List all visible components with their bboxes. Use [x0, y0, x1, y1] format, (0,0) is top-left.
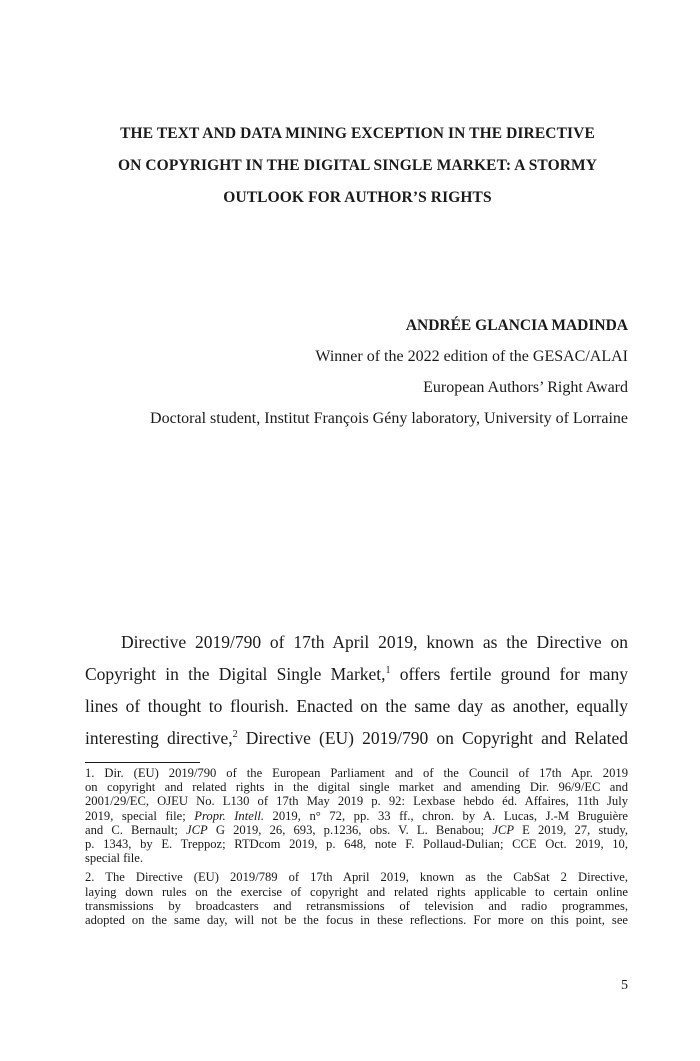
- footnote-line: adopted on the same day, will not be the focus in these reflections. For more on this point, see: [85, 912, 628, 927]
- body-text-segment: Copyright in the Digital Single Market,: [85, 664, 386, 684]
- body-line: [85, 658, 628, 690]
- footnote-text: 2019, special file;: [85, 808, 195, 823]
- page-number: 5: [621, 978, 628, 993]
- footnote-2: [85, 870, 628, 927]
- author-affiliation: Doctoral student, Institut François Gény laboratory, University of Lorraine: [150, 410, 628, 427]
- body-line: [85, 722, 628, 754]
- body-line: lines of thought to flourish. Enacted on the same day as another, equally: [85, 696, 628, 716]
- footnote-text: 2019, n° 72, pp. 33 ff., chron. by A. Lucas, J.-M Bruguière: [263, 808, 628, 823]
- footnote-line: 1. Dir. (EU) 2019/790 of the European Parliament and of the Council of 17th Apr. 2019: [85, 766, 628, 780]
- title-line: OUTLOOK FOR AUTHOR’S RIGHTS: [223, 189, 492, 206]
- author-name: ANDRÉE GLANCIA MADINDA: [405, 317, 628, 334]
- footnote-line: 2001/29/EC, OJEU No. L130 of 17th May 2019 p. 92: Lexbase hebdo éd. Affaires, 11th July: [85, 794, 628, 809]
- footnote-line: on copyright and related rights in the digital single market and amending Dir. 96/9/EC and: [85, 780, 628, 795]
- footnote-line: special file.: [85, 851, 144, 866]
- footnote-italic: Propr. Intell.: [194, 808, 264, 823]
- title-line: ON COPYRIGHT IN THE DIGITAL SINGLE MARKET: A STORMY: [117, 157, 598, 174]
- footnote-text: and C. Bernault;: [85, 822, 187, 837]
- author-award-line: Winner of the 2022 edition of the GESAC/ALAI: [315, 348, 628, 365]
- footnote-italic: JCP: [186, 822, 208, 837]
- footnotes: [85, 766, 628, 932]
- title-line: THE TEXT AND DATA MINING EXCEPTION IN THE DIRECTIVE: [120, 125, 595, 142]
- article-title: [85, 118, 630, 214]
- body-line: Directive 2019/790 of 17th April 2019, known as the Directive on: [121, 632, 628, 652]
- footnote-reference[interactable]: 2: [232, 729, 238, 741]
- footnote-text: G 2019, 26, 693, p.1236, obs. V. L. Benabou;: [207, 822, 493, 837]
- footnote-1: [85, 766, 628, 865]
- footnote-line: [85, 809, 628, 823]
- author-block: [85, 310, 628, 434]
- body-text-segment: interesting directive,: [85, 728, 233, 748]
- footnote-line: 2. The Directive (EU) 2019/789 of 17th April 2019, known as the CabSat 2 Directive,: [85, 870, 628, 885]
- footnote-line: [85, 823, 628, 837]
- body-text-segment: Directive (EU) 2019/790 on Copyright and Related: [237, 728, 628, 748]
- footnote-reference[interactable]: 1: [385, 665, 391, 677]
- footnote-italic: JCP: [492, 822, 515, 837]
- footnote-line: laying down rules on the exercise of copyright and related rights applicable to certain online: [85, 884, 628, 899]
- footnote-line: p. 1343, by E. Treppoz; RTDcom 2019, p. 648, note F. Pollaud-Dulian; CCE Oct. 2019, 10,: [85, 836, 628, 851]
- body-text-segment: offers fertile ground for many: [390, 664, 628, 684]
- footnote-separator: [85, 762, 200, 763]
- footnote-line: transmissions by broadcasters and retransmissions of television and radio programmes,: [85, 898, 628, 913]
- footnote-text: E 2019, 27, study,: [514, 822, 628, 837]
- body-paragraph: [85, 626, 628, 754]
- author-award-line: European Authors’ Right Award: [423, 379, 628, 396]
